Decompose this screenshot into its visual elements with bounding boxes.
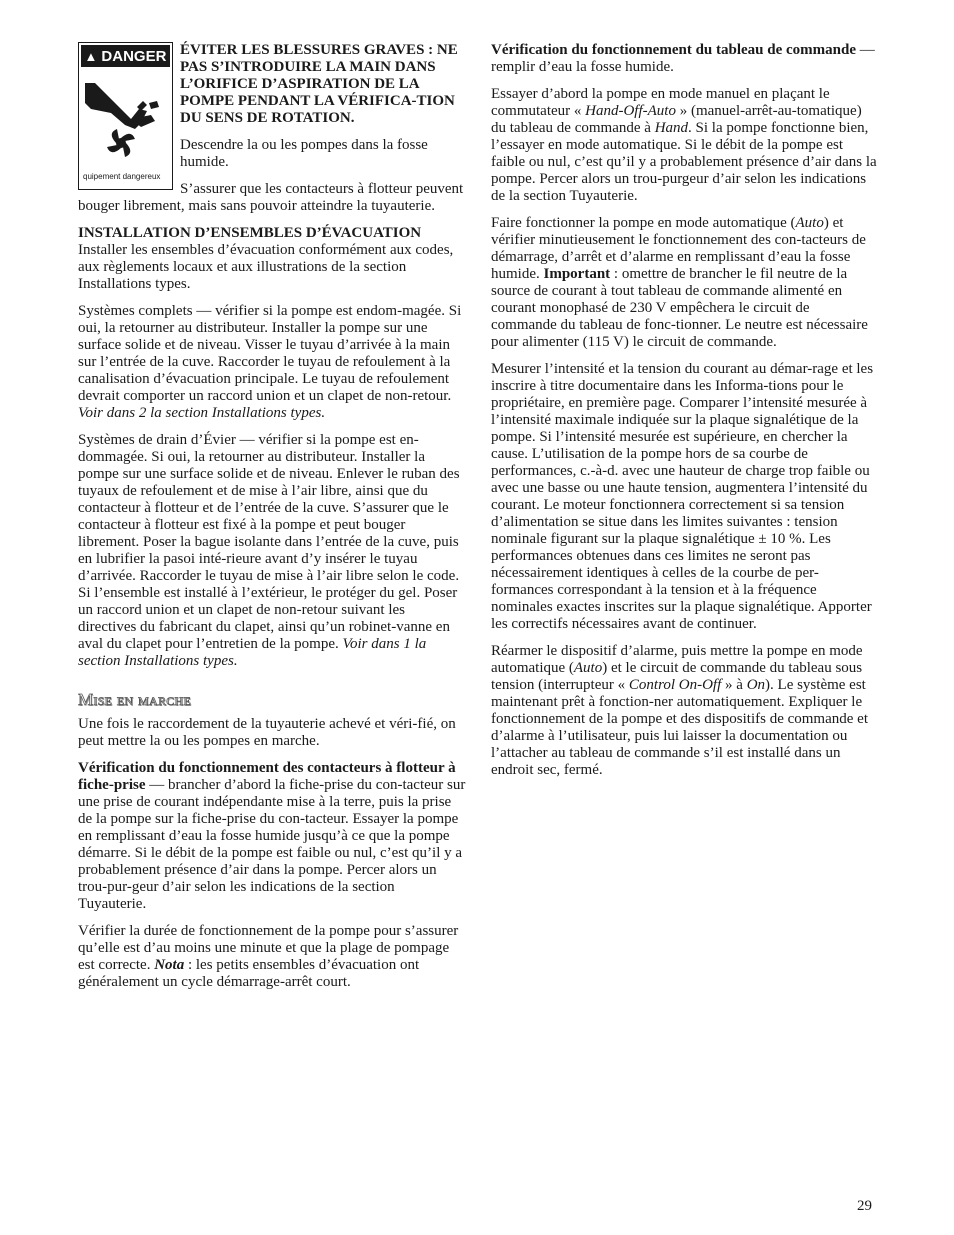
warning-paragraph-2: S’assurer que les contacteurs à flotteur peuvent bouger librement, mais sans pouvoir atteindre la tuyauterie. (78, 181, 464, 214)
danger-caption: quipement dangereux (83, 172, 161, 181)
manual-mode-paragraph: Essayer d’abord la pompe en mode manuel en plaçant le commutateur « Hand-Off-Auto » (manuel-arrêt-au-tomatique) du tableau de commande à Hand. Si la pompe fonctionne bien, l’essayer en mode automatique. Si le débit de la pompe est faible ou nul, c’est qu’il y a probablement présence d’air dans la pompe. Percer alors un trou-purgeur d’air selon les indications de la section Tuyauterie. (491, 86, 877, 204)
section-heading-startup: Mise en marche (78, 690, 192, 709)
hand-impeller-hazard-icon (81, 79, 169, 165)
warning-heading: ÉVITER LES BLESSURES GRAVES : NE PAS S’INTRODUIRE LA MAIN DANS L’ORIFICE D’ASPIRATION DE LA POMPE PENDANT LA VÉRIFICA-TION DU SENS DE ROTATION. (180, 42, 458, 126)
page-number: 29 (857, 1198, 872, 1214)
right-column (491, 42, 877, 789)
install-heading: INSTALLATION D’ENSEMBLES D’ÉVACUATION (78, 225, 422, 241)
warning-paragraph-1: Descendre la ou les pompes dans la fosse humide. (180, 137, 428, 170)
startup-paragraph-1: Une fois le raccordement de la tuyauterie achevé et véri-fié, on peut mettre la ou les pompes en marche. (78, 716, 456, 749)
startup-paragraph-3: Vérifier la durée de fonctionnement de la pompe pour s’assurer qu’elle est d’au moins une minute et que la plage de pompage est correcte. Nota : les petits ensembles d’évacuation ont généralement un cycle démarrage-arrêt court. (78, 923, 459, 990)
reset-alarm-paragraph: Réarmer le dispositif d’alarme, puis mettre la pompe en mode automatique (Auto) et le circuit de commande du tableau sous tension (interrupteur « Control On-Off » à On). Le système est maintenant prêt à fonction-ner automatiquement. Expliquer le fonctionnement de la pompe et des dispositifs de commande et d’alarme à l’utilisateur, puis lui laisser la documentation ou l’attacher au tableau de commande s’il est installé dans un endroit sec, fermé. (491, 643, 868, 778)
danger-warning (78, 42, 466, 215)
install-paragraph-2: Systèmes complets — vérifier si la pompe est endom-magée. Si oui, la retourner au distributeur. Installer la pompe sur une surface solide et de niveau. Visser le tuyau d’arrivée à la main sur l’entrée de la cuve. Raccorder le tuyau de refoulement à la canalisation d’évacuation principale. Le tuyau de refoulement devrait comporter un raccord union et un clapet de non-retour. Voir dans 2 la section Installations types. (78, 303, 462, 421)
danger-badge: ▲ DANGER (81, 45, 170, 67)
auto-mode-paragraph: Faire fonctionner la pompe en mode automatique (Auto) et vérifier minutieusement le fonctionnement des con-tacteurs de démarrage, d’arrêt et d’alarme en remplissant d’eau la fosse humide. Important : omettre de brancher le fil neutre de la source de courant à tout tableau de commande alimenté en courant monophasé de 230 V empêchera le circuit de commande du tableau de fonc-tionner. Le neutre est nécessaire pour alimenter (115 V) le circuit de commande. (491, 215, 868, 350)
warning-triangle-icon: ▲ (84, 48, 98, 64)
left-column (78, 42, 466, 1001)
install-paragraph-3: Systèmes de drain d’Évier — vérifier si la pompe est en-dommagée. Si oui, la retourner au distributeur. Installer la pompe sur une surface solide et de niveau. Enlever le ruban des tuyaux de refoulement et de mise à l’air libre, ainsi que du contacteur à flotteur et de l’entrée de la cuve. S’assurer que le contacteur à flotteur est fixé à la pompe et peut bouger librement. Poser la bague isolante dans l’entrée de la cuve, puis en lubrifier la pasoi inté-rieure avant d’y insérer le tuyau d’arrivée. Raccorder le tuyau de mise à l’air libre selon le code. Si l’ensemble est installé à l’extérieur, le protéger du gel. Poser un raccord union et un clapet de non-retour suivant les directives du fabricant du clapet, ainsi qu’un robinet-vanne en aval du clapet pour l’entretien de la pompe. Voir dans 1 la section Installations types. (78, 432, 460, 669)
startup-paragraph-2: Vérification du fonctionnement des contacteurs à flotteur à fiche-prise — brancher d’abord la fiche-prise du con-tacteur sur une prise de courant indépendante mise à la terre, puis la prise de la pompe sur la fiche-prise du con-tacteur. Essayer la pompe en remplissant d’eau la fosse humide jusqu’à ce que la pompe démarre. Si le débit de la pompe est faible ou nul, c’est qu’il y a probablement présence d’air dans la pompe. Percer alors un trou-pur-geur d’air selon les indications de la section Tuyauterie. (78, 760, 466, 912)
install-paragraph-1: Installer les ensembles d’évacuation conformément aux codes, aux règlements locaux et aux illustrations de la section Installations types. (78, 242, 454, 292)
panel-check-paragraph: Vérification du fonctionnement du tableau de commande — remplir d’eau la fosse humide. (491, 42, 875, 75)
measurement-paragraph: Mesurer l’intensité et la tension du courant au démar-rage et les inscrire à titre documentaire dans les Informa-tions pour le propriétaire, en première page. Comparer l’intensité mesurée à l’intensité maximale indiquée sur la plaque signalétique de la pompe. Si l’intensité mesurée est supérieure, en chercher la cause. L’utilisation de la pompe hors de sa courbe de performances, c.-à-d. avec une hauteur de charge trop faible ou avec une basse ou une haute tension, augmentera l’intensité du courant. Le moteur fonctionnera correctement si sa tension d’alimentation se situe dans les limites suivantes : tension nominale figurant sur la plaque signalétique ± 10 %. Les performances obtenues dans ces limites ne seront pas nécessairement identiques à celles de la courbe de per-formances correspondant à la tension et à la fréquence nominales exactes inscrites sur la plaque signalétique. Apporter les correctifs nécessaires avant de continuer. (491, 361, 874, 632)
danger-label (78, 42, 173, 190)
